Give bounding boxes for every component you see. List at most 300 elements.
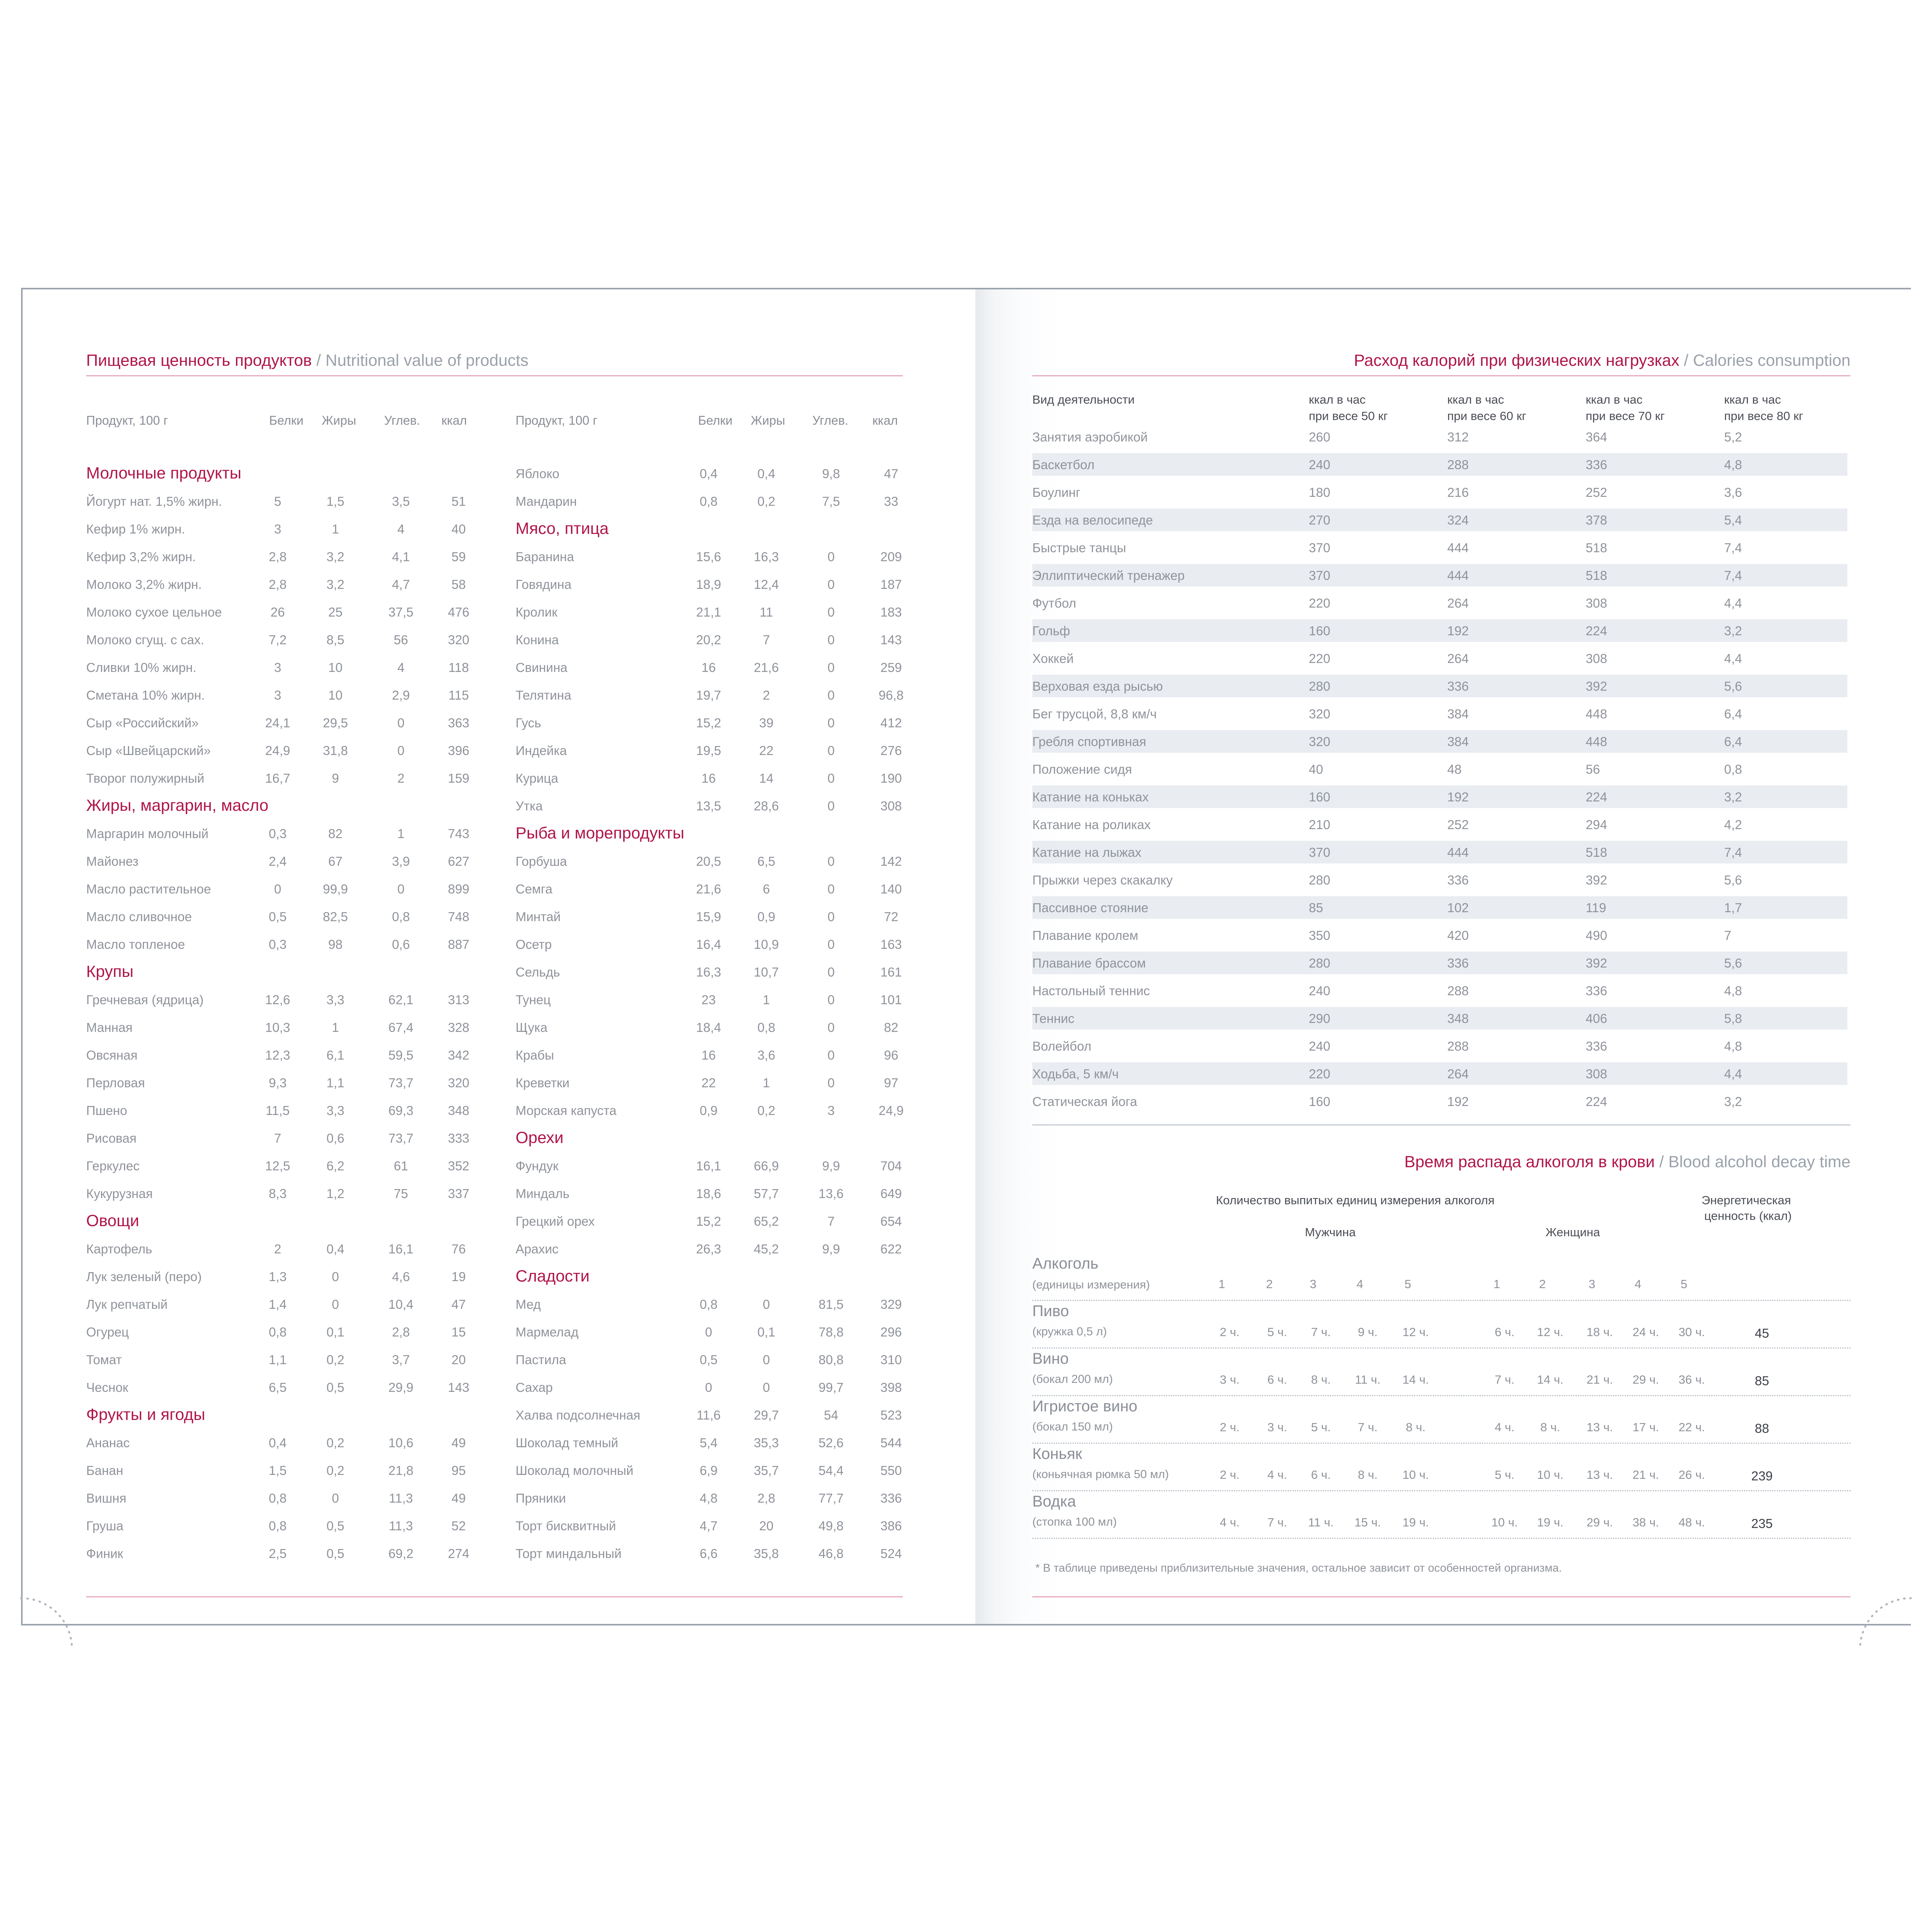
calories-bottom-rule [1032,1124,1850,1126]
nutrition-value: 0,1 [326,1325,344,1339]
nutrition-value: 4,1 [392,549,410,564]
calories-activity-name: Бег трусцой, 8,8 км/ч [1032,707,1157,721]
nutrition-value: 1,1 [326,1076,344,1090]
nutrition-value: 0,4 [326,1242,344,1256]
calories-value: 252 [1586,485,1608,500]
calories-activity-name: Пассивное стояние [1032,900,1149,915]
nutrition-value: 352 [448,1159,470,1173]
nutrition-value: 82 [328,826,343,841]
nutrition-value: 0,9 [700,1103,718,1118]
nutrition-product-name: Гречневая (ядрица) [86,993,204,1007]
calories-value: 160 [1309,790,1331,804]
alcohol-decay-time: 4 ч. [1219,1515,1240,1529]
nutrition-value: 412 [880,716,902,730]
nutrition-product-name: Сыр «Российский» [86,716,199,730]
nutrition-value: 3,2 [326,577,344,592]
alcohol-unit-number: 2 [1539,1277,1546,1291]
nutrition-value: 96,8 [878,688,904,702]
alcohol-unit-number: 4 [1356,1277,1363,1291]
alcohol-row-separator [1032,1443,1850,1444]
nutrition-category: Мясо, птица [516,519,609,537]
alcohol-head-energy-2: ценность (ккал) [1704,1209,1792,1223]
calories-value: 240 [1309,984,1331,998]
nutrition-product-name: Минтай [516,909,561,924]
calories-value: 308 [1586,1067,1608,1081]
nutrition-value: 20 [451,1352,466,1367]
nutrition-value: 1 [397,826,405,841]
alcohol-decay-time: 4 ч. [1267,1468,1287,1482]
nutrition-value: 887 [448,937,470,952]
nutrition-title-ru: Пищевая ценность продуктов [86,351,312,369]
nutrition-value: 3,5 [392,494,410,509]
nutrition-value: 115 [448,688,469,702]
alcohol-decay-time: 8 ч. [1311,1373,1331,1386]
nutrition-value: 20,2 [696,633,721,647]
nutrition-value: 19,5 [696,743,721,758]
nutrition-product-name: Баранина [516,549,574,564]
nutrition-product-name: Овсяная [86,1048,138,1062]
alcohol-decay-time: 4 ч. [1494,1420,1515,1434]
alcohol-decay-time: 5 ч. [1494,1468,1515,1482]
nutrition-product-name: Щука [516,1020,548,1035]
calories-activity-name: Положение сидя [1032,762,1132,776]
nutrition-value: 899 [448,882,470,896]
nutrition-value: 4,7 [392,577,410,592]
nutrition-value: 46,8 [818,1546,844,1561]
calories-value: 6,4 [1724,734,1742,749]
calories-value: 220 [1309,1067,1331,1081]
nutrition-value: 8,3 [269,1186,287,1201]
alcohol-unit-number: 3 [1310,1277,1317,1291]
nutrition-value: 3,3 [326,993,344,1007]
alcohol-drink-measure: (бокал 150 мл) [1032,1420,1113,1433]
nutrition-value: 7,2 [269,633,287,647]
nutrition-title-en: / Nutritional value of products [316,351,529,369]
nutrition-value: 333 [448,1131,470,1145]
nutrition-product-name: Утка [516,799,543,813]
nutrition-value: 35,3 [753,1436,779,1450]
nutrition-product-name: Фундук [516,1159,559,1173]
nutrition-product-name: Сыр «Швейцарский» [86,743,211,758]
calories-value: 224 [1586,1094,1608,1109]
nutrition-header-1-5: ккал [441,413,467,427]
nutrition-value: 6,9 [700,1463,718,1478]
nutrition-value: 65,2 [753,1214,779,1228]
alcohol-decay-time: 11 ч. [1355,1373,1381,1386]
alcohol-decay-time: 7 ч. [1358,1420,1378,1434]
nutrition-product-name: Мандарин [516,494,577,509]
nutrition-title [86,351,528,370]
nutrition-value: 6,6 [700,1546,718,1561]
alcohol-decay-time: 2 ч. [1219,1468,1240,1482]
nutrition-value: 67 [328,854,343,869]
nutrition-product-name: Мармелад [516,1325,579,1339]
nutrition-value: 313 [448,993,470,1007]
calories-value: 5,2 [1724,430,1742,444]
nutrition-value: 16,1 [696,1159,721,1173]
nutrition-value: 18,6 [696,1186,721,1201]
nutrition-product-name: Масло растительное [86,882,211,896]
nutrition-title-rule [86,375,903,376]
nutrition-product-name: Груша [86,1519,124,1533]
alcohol-energy-kcal: 239 [1751,1469,1773,1483]
calories-value: 3,6 [1724,485,1742,500]
calories-value: 3,2 [1724,624,1742,638]
nutrition-value: 0,5 [269,909,287,924]
nutrition-product-name: Креветки [516,1076,570,1090]
nutrition-value: 183 [880,605,902,619]
nutrition-value: 4 [397,522,405,536]
nutrition-product-name: Тунец [516,993,551,1007]
calories-value: 4,4 [1724,1067,1742,1081]
nutrition-product-name: Горбуша [516,854,567,869]
nutrition-value: 18,4 [696,1020,721,1035]
nutrition-value: 0 [274,882,282,896]
alcohol-decay-time: 7 ч. [1494,1373,1515,1386]
alcohol-drink-name: Коньяк [1032,1445,1082,1462]
calories-col-head-line1: ккал в час [1586,393,1643,406]
nutrition-value: 9,9 [822,1159,840,1173]
nutrition-product-name: Свинина [516,660,568,675]
calories-value: 210 [1309,817,1331,832]
nutrition-value: 47 [884,466,899,481]
calories-value: 290 [1309,1011,1331,1026]
alcohol-energy-kcal: 85 [1755,1374,1769,1388]
calories-value: 240 [1309,1039,1331,1053]
nutrition-value: 16,4 [696,937,721,952]
nutrition-value: 101 [880,993,902,1007]
calories-value: 192 [1447,1094,1469,1109]
nutrition-value: 0 [762,1380,770,1395]
nutrition-value: 1,5 [326,494,344,509]
nutrition-value: 0,5 [326,1519,344,1533]
nutrition-value: 0,8 [757,1020,775,1035]
alcohol-decay-time: 8 ч. [1406,1420,1426,1434]
nutrition-value: 10,6 [388,1436,414,1450]
calories-value: 4,8 [1724,984,1742,998]
nutrition-category: Рыба и морепродукты [516,824,684,842]
calories-value: 384 [1447,707,1469,721]
nutrition-value: 3,7 [392,1352,410,1367]
nutrition-value: 7 [762,633,770,647]
calories-value: 350 [1309,928,1331,943]
calories-activity-name: Боулинг [1032,485,1081,500]
alcohol-decay-time: 6 ч. [1267,1373,1287,1386]
alcohol-decay-time: 29 ч. [1632,1373,1659,1386]
nutrition-value: 0 [397,882,405,896]
calories-value: 102 [1447,900,1469,915]
alcohol-decay-time: 8 ч. [1540,1420,1560,1434]
calories-value: 7 [1724,928,1732,943]
alcohol-row-separator [1032,1300,1850,1301]
nutrition-value: 98 [328,937,343,952]
nutrition-value: 0,8 [269,1519,287,1533]
nutrition-value: 142 [880,854,902,869]
nutrition-value: 0,6 [392,937,410,952]
nutrition-value: 24,9 [265,743,291,758]
calories-value: 224 [1586,790,1608,804]
calories-activity-name: Хоккей [1032,651,1074,666]
nutrition-product-name: Майонез [86,854,138,869]
nutrition-value: 29,5 [323,716,348,730]
nutrition-value: 0,5 [326,1546,344,1561]
alcohol-decay-time: 19 ч. [1402,1515,1429,1529]
nutrition-value: 0 [827,633,835,647]
nutrition-value: 0,4 [757,466,775,481]
calories-value: 4,2 [1724,817,1742,832]
calories-value: 240 [1309,457,1331,472]
alcohol-energy-kcal: 235 [1751,1516,1773,1531]
calories-activity-name: Волейбол [1032,1039,1092,1053]
nutrition-value: 11,3 [389,1519,413,1533]
calories-value: 518 [1586,568,1608,583]
nutrition-value: 276 [880,743,902,758]
nutrition-product-name: Масло сливочное [86,909,192,924]
nutrition-value: 23 [701,993,716,1007]
nutrition-value: 748 [448,909,470,924]
nutrition-value: 8,5 [326,633,344,647]
calories-value: 224 [1586,624,1608,638]
nutrition-value: 3 [274,688,282,702]
calories-value: 260 [1309,430,1331,444]
nutrition-value: 336 [880,1491,902,1505]
alcohol-unit-number: 2 [1266,1277,1273,1291]
alcohol-unit-number: 1 [1493,1277,1500,1291]
nutrition-product-name: Пшено [86,1103,128,1118]
nutrition-value: 20,5 [696,854,721,869]
nutrition-value: 0,3 [269,937,287,952]
nutrition-value: 4,8 [700,1491,718,1505]
nutrition-value: 0 [827,605,835,619]
nutrition-value: 5,4 [700,1436,718,1450]
calories-value: 6,4 [1724,707,1742,721]
nutrition-value: 73,7 [388,1076,414,1090]
nutrition-value: 19,7 [696,688,721,702]
nutrition-value: 54,4 [818,1463,844,1478]
calories-value: 308 [1586,596,1608,610]
nutrition-value: 1,4 [269,1297,287,1312]
calories-title-ru: Расход калорий при физических нагрузках [1354,351,1680,369]
calories-activity-name: Гребля спортивная [1032,734,1146,749]
nutrition-product-name: Говядина [516,577,572,592]
nutrition-value: 10,7 [753,965,779,979]
nutrition-value: 0 [827,771,835,785]
alcohol-drink-measure: (коньячная рюмка 50 мл) [1032,1468,1169,1481]
nutrition-header-1-3: Жиры [322,413,356,427]
calories-value: 7,4 [1724,845,1742,860]
nutrition-value: 51 [451,494,466,509]
nutrition-header-2-3: Жиры [751,413,785,427]
nutrition-value: 82,5 [323,909,348,924]
alcohol-unit-number: 5 [1404,1277,1411,1291]
nutrition-value: 10 [328,688,343,702]
nutrition-value: 47 [451,1297,466,1312]
alcohol-title [1404,1152,1850,1171]
nutrition-value: 49,8 [818,1519,844,1533]
alcohol-decay-time: 10 ч. [1491,1515,1518,1529]
nutrition-value: 97 [884,1076,899,1090]
calories-value: 220 [1309,651,1331,666]
alcohol-decay-time: 18 ч. [1586,1325,1613,1339]
nutrition-value: 0 [827,577,835,592]
nutrition-value: 11,6 [697,1408,721,1422]
calories-value: 216 [1447,485,1469,500]
nutrition-value: 190 [880,771,902,785]
nutrition-value: 544 [880,1436,902,1450]
nutrition-value: 21,6 [753,660,779,675]
nutrition-value: 75 [393,1186,408,1201]
calories-activity-name: Верховая езда рысью [1032,679,1163,693]
alcohol-decay-time: 24 ч. [1632,1325,1659,1339]
nutrition-value: 1 [762,993,770,1007]
alcohol-decay-time: 8 ч. [1358,1468,1378,1482]
nutrition-value: 49 [451,1491,466,1505]
calories-value: 370 [1309,541,1331,555]
calories-col-head-line2: при весе 50 кг [1309,409,1388,423]
nutrition-value: 0,2 [757,1103,775,1118]
calories-value: 264 [1447,596,1469,610]
alcohol-decay-time: 13 ч. [1586,1420,1613,1434]
calories-activity-name: Прыжки через скакалку [1032,873,1173,887]
calories-value: 160 [1309,1094,1331,1109]
nutrition-value: 274 [448,1546,470,1561]
nutrition-product-name: Картофель [86,1242,152,1256]
nutrition-header-2-2: Белки [698,413,733,427]
calories-value: 288 [1447,984,1469,998]
nutrition-value: 12,3 [265,1048,291,1062]
nutrition-value: 337 [448,1186,470,1201]
alcohol-decay-time: 36 ч. [1679,1373,1705,1386]
alcohol-decay-time: 6 ч. [1311,1468,1331,1482]
nutrition-value: 73,7 [388,1131,414,1145]
nutrition-product-name: Сметана 10% жирн. [86,688,205,702]
nutrition-product-name: Индейка [516,743,567,758]
nutrition-value: 0 [827,688,835,702]
right-bottom-rule [1032,1596,1850,1597]
nutrition-value: 16,3 [753,549,779,564]
nutrition-value: 72 [884,909,899,924]
nutrition-value: 2 [397,771,405,785]
alcohol-drink-name: Пиво [1032,1303,1069,1320]
nutrition-product-name: Перловая [86,1076,145,1090]
nutrition-value: 16 [701,660,716,675]
nutrition-value: 20 [759,1519,774,1533]
alcohol-decay-time: 10 ч. [1537,1468,1563,1482]
calories-value: 264 [1447,651,1469,666]
alcohol-head-female: Женщина [1546,1225,1600,1239]
nutrition-value: 12,5 [265,1159,291,1173]
nutrition-value: 348 [448,1103,470,1118]
nutrition-value: 4 [397,660,405,675]
nutrition-value: 3,2 [326,549,344,564]
nutrition-value: 26,3 [696,1242,721,1256]
alcohol-decay-time: 7 ч. [1267,1515,1287,1529]
nutrition-value: 16,1 [388,1242,414,1256]
nutrition-value: 4,7 [700,1519,718,1533]
calories-value: 444 [1447,568,1469,583]
nutrition-category: Фрукты и ягоды [86,1405,206,1423]
alcohol-decay-time: 14 ч. [1537,1373,1563,1386]
nutrition-header-2-4: Углев. [812,413,849,427]
nutrition-value: 296 [880,1325,902,1339]
alcohol-row-separator [1032,1395,1850,1396]
calories-value: 378 [1586,513,1608,527]
nutrition-product-name: Кукурузная [86,1186,153,1201]
nutrition-value: 6,2 [326,1159,344,1173]
calories-value: 324 [1447,513,1469,527]
nutrition-value: 69,2 [388,1546,414,1561]
calories-value: 448 [1586,707,1608,721]
nutrition-value: 2 [274,1242,282,1256]
nutrition-value: 209 [880,549,902,564]
nutrition-value: 13,5 [696,799,721,813]
calories-value: 4,4 [1724,651,1742,666]
alcohol-unit-number: 5 [1680,1277,1687,1291]
calories-value: 7,4 [1724,541,1742,555]
calories-activity-name: Плавание брассом [1032,956,1146,970]
calories-value: 392 [1586,679,1608,693]
alcohol-decay-time: 13 ч. [1586,1468,1613,1482]
nutrition-value: 654 [880,1214,902,1228]
nutrition-value: 140 [880,882,902,896]
calories-title [1354,351,1850,370]
nutrition-value: 0 [827,937,835,952]
calories-activity-name: Гольф [1032,624,1070,638]
nutrition-category: Овощи [86,1211,139,1230]
calories-col-head-line2: при весе 60 кг [1447,409,1526,423]
corner-dots-right [1856,1594,1911,1649]
nutrition-value: 99,7 [818,1380,844,1395]
alcohol-row-separator [1032,1490,1850,1491]
nutrition-value: 0,2 [757,494,775,509]
nutrition-value: 16,7 [265,771,291,785]
calories-activity-name: Футбол [1032,596,1076,610]
nutrition-value: 9 [331,771,339,785]
nutrition-product-name: Кролик [516,605,558,619]
nutrition-value: 0 [827,799,835,813]
nutrition-product-name: Рисовая [86,1131,137,1145]
alcohol-decay-time: 3 ч. [1267,1420,1287,1434]
nutrition-value: 0 [827,882,835,896]
nutrition-product-name: Шоколад молочный [516,1463,634,1478]
nutrition-value: 54 [824,1408,838,1422]
nutrition-value: 59 [451,549,466,564]
alcohol-decay-time: 21 ч. [1586,1373,1613,1386]
nutrition-value: 69,3 [388,1103,414,1118]
nutrition-value: 99,9 [323,882,348,896]
nutrition-product-name: Сливки 10% жирн. [86,660,197,675]
alcohol-energy-kcal: 88 [1755,1421,1769,1436]
nutrition-value: 398 [880,1380,902,1395]
alcohol-drink-name: Вино [1032,1350,1069,1367]
calories-value: 370 [1309,568,1331,583]
nutrition-value: 3,6 [757,1048,775,1062]
nutrition-value: 0,4 [269,1436,287,1450]
nutrition-value: 3 [274,522,282,536]
nutrition-value: 1 [762,1076,770,1090]
nutrition-value: 0,2 [326,1352,344,1367]
nutrition-value: 649 [880,1186,902,1201]
nutrition-product-name: Яблоко [516,466,560,481]
nutrition-value: 0,6 [326,1131,344,1145]
nutrition-value: 21,6 [696,882,721,896]
nutrition-value: 0,9 [757,909,775,924]
nutrition-product-name: Миндаль [516,1186,570,1201]
nutrition-product-name: Огурец [86,1325,129,1339]
alcohol-row-separator [1032,1538,1850,1539]
alcohol-drink-measure: (бокал 200 мл) [1032,1373,1113,1386]
nutrition-value: 0 [827,743,835,758]
